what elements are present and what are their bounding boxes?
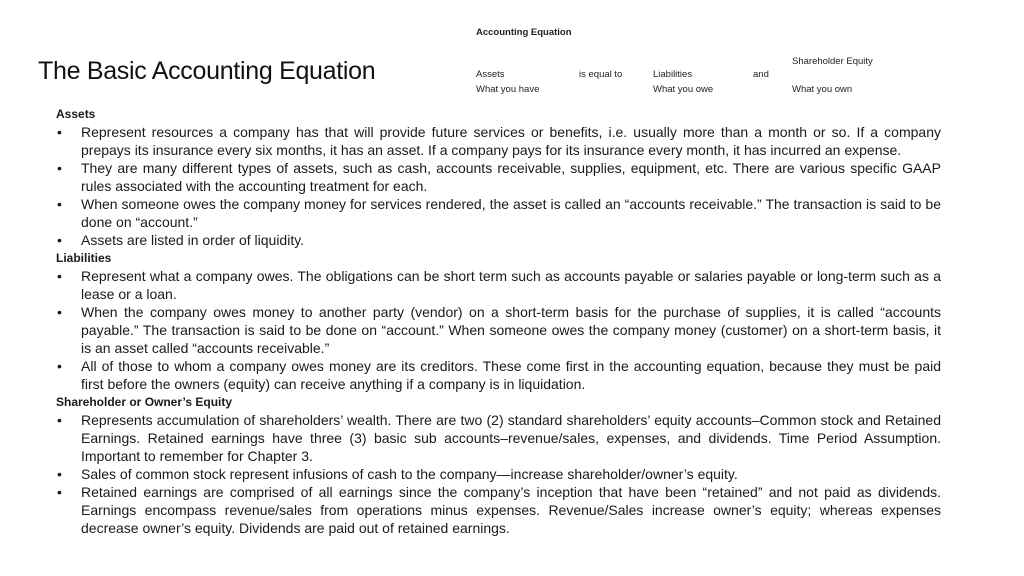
list-item: [56, 267, 941, 303]
bullet-text: Retained earnings are comprised of all earnings since the company’s inception that have been “retained” and not paid as dividends. Earnings encompass revenue/sales from operations minus expenses. Revenue/Sales increase owner’s equity; whereas expenses decrease owner’s equity. Dividends are paid out of retained earnings.: [81, 484, 941, 536]
section-heading-equity: Shareholder or Owner’s Equity: [56, 395, 233, 409]
bullet-icon: •: [57, 268, 62, 284]
bullet-text: Represent resources a company has that will provide future services or benefits, i.e. usually more than a month or so. If a company prepays its insurance every six months, it has an asset. If a company pays for its insurance every month, it has incurred an expense.: [81, 124, 941, 158]
bullet-text: Assets are listed in order of liquidity.: [81, 232, 305, 248]
bullet-icon: •: [57, 358, 62, 374]
list-item: [56, 483, 941, 537]
bullet-icon: •: [57, 232, 62, 248]
slide-title: The Basic Accounting Equation: [38, 56, 376, 85]
assets-bullet-list: [56, 123, 941, 249]
bullet-icon: •: [57, 412, 62, 428]
bullet-text: Sales of common stock represent infusions of cash to the company—increase shareholder/owner’s equity.: [81, 466, 738, 482]
equation-and-label: and: [753, 69, 769, 80]
list-item: [56, 123, 941, 159]
bullet-icon: •: [57, 304, 62, 320]
equation-heading: Accounting Equation: [476, 27, 572, 38]
equation-what-you-own: What you own: [792, 84, 853, 95]
list-item: [56, 465, 941, 483]
bullet-icon: •: [57, 160, 62, 176]
equation-what-you-have: What you have: [476, 84, 540, 95]
list-item: [56, 411, 941, 465]
section-heading-liabilities: Liabilities: [56, 251, 112, 265]
list-item: [56, 231, 941, 249]
bullet-icon: •: [57, 484, 62, 500]
equity-bullet-list: [56, 411, 941, 537]
bullet-text: They are many different types of assets, such as cash, accounts receivable, supplies, equipment, etc. There are various specific GAAP rules associated with the accounting treatment for each.: [81, 160, 941, 194]
equation-what-you-owe: What you owe: [653, 84, 714, 95]
bullet-icon: •: [57, 466, 62, 482]
bullet-text: Represents accumulation of shareholders’ wealth. There are two (2) standard shareholders’ equity accounts–Common stock and Retained Earnings. Retained earnings have three (3) basic sub accounts–revenue/sales, expenses, and dividends. Time Period Assumption. Important to remember for Chapter 3.: [81, 412, 941, 464]
accounting-equation-table: [476, 24, 896, 100]
bullet-text: When someone owes the company money for services rendered, the asset is called an “accounts receivable.” The transaction is said to be done on “account.”: [81, 196, 941, 230]
bullet-icon: •: [57, 196, 62, 212]
bullet-text: All of those to whom a company owes money are its creditors. These come first in the accounting equation, because they must be paid first before the owners (equity) can receive anything if a company is in liquidation.: [81, 358, 941, 392]
equation-assets-label: Assets: [476, 69, 505, 80]
bullet-text: When the company owes money to another party (vendor) on a short-term basis for the purchase of supplies, it is called “accounts payable.” The transaction is said to be done on “account.” When someone owes the company money (customer) on a short-term basis, it is an asset called “accounts receivable.”: [81, 304, 941, 356]
equation-equity-label: Shareholder Equity: [792, 56, 873, 67]
bullet-text: Represent what a company owes. The obligations can be short term such as accounts payable or salaries payable or long-term such as a lease or a loan.: [81, 268, 941, 302]
section-heading-assets: Assets: [56, 107, 96, 121]
list-item: [56, 303, 941, 357]
liabilities-bullet-list: [56, 267, 941, 393]
equation-equals-label: is equal to: [579, 69, 623, 80]
list-item: [56, 159, 941, 195]
equation-liabilities-label: Liabilities: [653, 69, 693, 80]
list-item: [56, 195, 941, 231]
slide-body: [56, 105, 941, 537]
list-item: [56, 357, 941, 393]
bullet-icon: •: [57, 124, 62, 140]
